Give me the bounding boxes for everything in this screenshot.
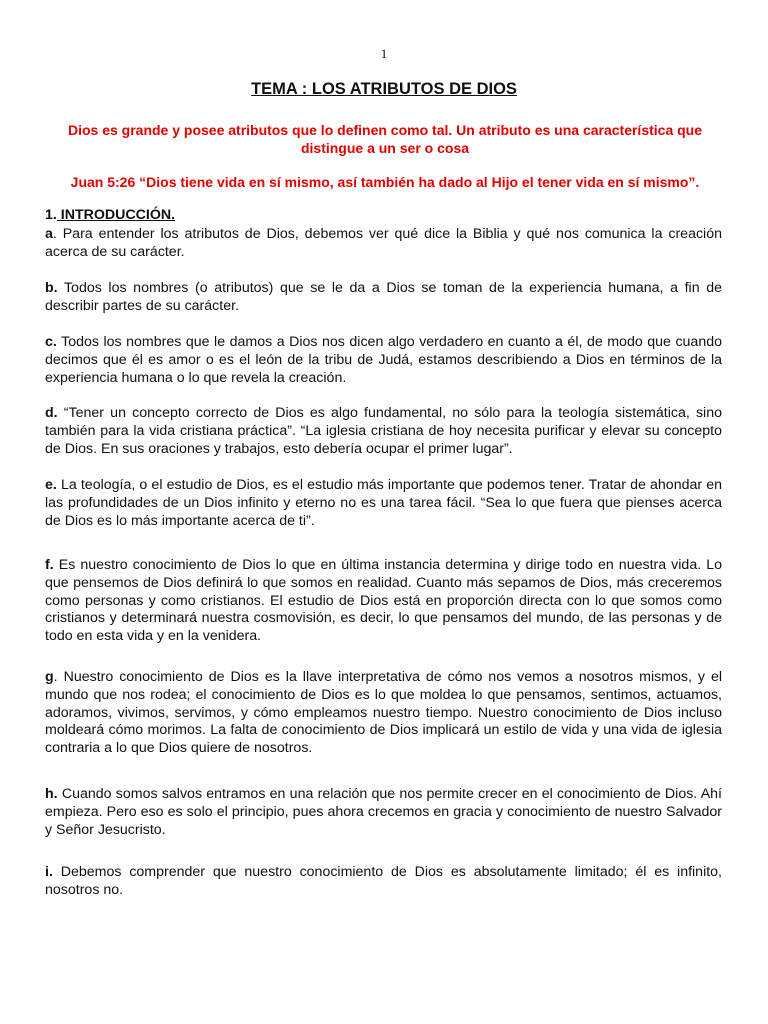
paragraph-text: La teología, o el estudio de Dios, es el estudio más importante que podemos tener. Tratar de ahondar en las profundidades de un Dios infinito y eterno no es una tarea fácil. “Sea lo que fuera que pienses acerca de Dios es lo más importante acerca de ti”. — [45, 477, 722, 529]
paragraph-text: Es nuestro conocimiento de Dios lo que en última instancia determina y dirige todo en nuestra vida. Lo que pensemos de Dios definirá lo que somos en realidad. Cuanto más sepamos de Dios, más creceremos como personas y como cristianos. El estudio de Dios está en proporción directa con lo que somos como cristianos y determinará nuestra cosmovisión, es decir, lo que pensamos del mundo, de las personas y de todo en esta vida y en la venidera. — [45, 557, 722, 645]
paragraph-h — [45, 786, 722, 839]
paragraph-c — [45, 334, 722, 387]
paragraph-g — [45, 669, 722, 758]
paragraph-letter: f. — [45, 557, 54, 573]
paragraph-text: Cuando somos salvos entramos en una relación que nos permite crecer en el conocimiento de Dios. Ahí empieza. Pero eso es solo el principio, pues ahora crecemos en gracia y conocimiento de nuestro Salvador y Señor Jesucristo. — [45, 786, 722, 838]
paragraph-f — [45, 557, 722, 646]
paragraph-letter: d. — [45, 405, 58, 421]
paragraph-letter: e. — [45, 477, 57, 493]
paragraph-i — [45, 864, 722, 900]
paragraph-text: Todos los nombres que le damos a Dios nos dicen algo verdadero en cuanto a él, de modo que cuando decimos que él es amor o es el león de la tribu de Judá, estamos describiendo a Dios en términos de la experiencia humana o lo que revela la creación. — [45, 334, 722, 386]
paragraph-text: . Nuestro conocimiento de Dios es la llave interpretativa de cómo nos vemos a nosotros mismos, y el mundo que nos rodea; el conocimiento de Dios es lo que moldea lo que pensamos, sentimos, actuamos, adoramos, vivimos, servimos, y cómo empleamos nuestro tiempo. Nuestro conocimiento de Dios incluso moldeará cómo morimos. La falta de conocimiento de Dios implicará un estilo de vida y una vida de iglesia contraria a lo que Dios quiere de nosotros. — [45, 669, 722, 757]
theme-description: Dios es grande y posee atributos que lo definen como tal. Un atributo es una característica que distingue a un ser o cosa — [67, 122, 703, 156]
section-title: INTRODUCCIÓN. — [56, 207, 176, 223]
paragraph-letter: b. — [45, 280, 58, 296]
paragraph-b — [45, 280, 722, 316]
paragraph-letter: g — [45, 669, 54, 685]
paragraph-d — [45, 405, 722, 458]
paragraph-letter: a — [45, 226, 53, 242]
section-heading — [45, 207, 175, 223]
section-number: 1. — [45, 207, 57, 223]
paragraph-letter: c. — [45, 334, 57, 350]
paragraph-text: Todos los nombres (o atributos) que se le da a Dios se toman de la experiencia humana, a fin de describir partes de su carácter. — [45, 280, 722, 314]
paragraph-text: Debemos comprender que nuestro conocimiento de Dios es absolutamente limitado; él es infinito, nosotros no. — [45, 864, 722, 898]
paragraph-text: . Para entender los atributos de Dios, debemos ver qué dice la Biblia y qué nos comunica la creación acerca de su carácter. — [45, 226, 722, 260]
paragraph-a — [45, 226, 722, 262]
page-title: TEMA : LOS ATRIBUTOS DE DIOS — [251, 80, 517, 98]
paragraph-text: “Tener un concepto correcto de Dios es algo fundamental, no sólo para la teología sistemática, sino también para la vida cristiana práctica”. “La iglesia cristiana de hoy necesita purificar y elevar su concepto de Dios. En sus oraciones y trabajos, esto debería ocupar el primer lugar”. — [45, 405, 722, 457]
paragraph-letter: h. — [45, 786, 58, 802]
bible-verse: Juan 5:26 “Dios tiene vida en sí mismo, así también ha dado al Hijo el tener vida en sí mismo”. — [70, 174, 700, 190]
page-number: 1 — [380, 46, 388, 61]
paragraph-e — [45, 477, 722, 530]
paragraph-letter: i. — [45, 864, 53, 880]
